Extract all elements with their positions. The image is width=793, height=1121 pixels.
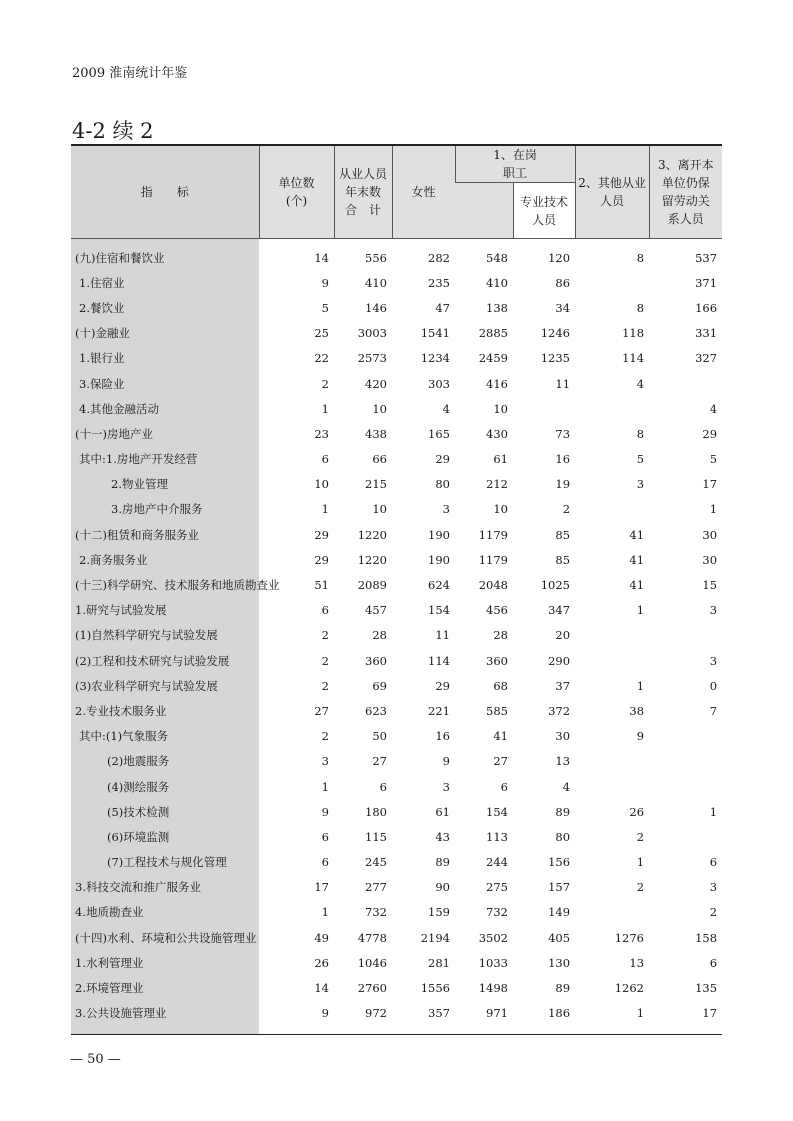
- table-row: [71, 799, 722, 824]
- row-value: [649, 824, 722, 849]
- row-value: [649, 774, 722, 799]
- row-value: 1: [636, 678, 645, 693]
- row-value: 971: [455, 1001, 513, 1035]
- row-value: 26: [314, 955, 329, 970]
- row-value: 154: [428, 603, 450, 618]
- running-header: 2009 淮南统计年鉴: [72, 66, 188, 81]
- row-value: 7: [709, 703, 718, 718]
- row-label: 2.物业管理: [71, 472, 259, 497]
- row-value: 410: [486, 275, 508, 290]
- row-value: 1: [321, 905, 329, 920]
- row-value: 6: [500, 779, 508, 794]
- row-value: 16: [435, 729, 450, 744]
- row-value: 20: [555, 628, 571, 643]
- row-value: 347: [548, 603, 571, 618]
- row-value: 157: [548, 880, 571, 895]
- row-value: 85: [555, 552, 571, 567]
- row-value: 277: [365, 880, 387, 895]
- row-value: 47: [435, 300, 450, 315]
- table-row: [71, 598, 722, 623]
- row-value: 16: [555, 452, 571, 467]
- row-label: 3.科技交流和推广服务业: [71, 875, 259, 900]
- row-value: 8: [636, 426, 645, 441]
- row-value: [575, 749, 649, 774]
- row-value: 3: [442, 779, 450, 794]
- row-value: 130: [548, 955, 571, 970]
- row-value: 4: [562, 779, 571, 794]
- header-professional-staff: 专业技术 人员: [513, 183, 575, 239]
- page-number: — 50 —: [70, 1052, 121, 1067]
- row-value: 331: [695, 326, 718, 341]
- table-body: [71, 239, 722, 1035]
- row-value: 9: [636, 729, 645, 744]
- row-value: 34: [555, 300, 571, 315]
- table-row: [71, 698, 722, 723]
- row-value: 17: [649, 1001, 722, 1035]
- row-value: 2089: [357, 578, 387, 593]
- row-value: 9: [321, 804, 329, 819]
- row-value: 2: [636, 880, 645, 895]
- row-value: 537: [695, 250, 718, 265]
- row-value: 438: [365, 426, 387, 441]
- row-label: 1.水利管理业: [71, 950, 259, 975]
- row-value: [649, 623, 722, 648]
- row-value: 23: [314, 426, 329, 441]
- row-value: 51: [314, 578, 329, 593]
- row-value: 972: [334, 1001, 392, 1035]
- row-value: [649, 371, 722, 396]
- row-label: 1.研究与试验发展: [71, 598, 259, 623]
- row-value: 66: [372, 452, 387, 467]
- row-value: 159: [428, 905, 450, 920]
- row-value: 2048: [478, 578, 508, 593]
- row-value: 114: [428, 653, 450, 668]
- row-value: 2760: [357, 981, 387, 996]
- header-on-post-staff: 1、在岗 职工: [455, 145, 575, 183]
- row-label: (九)住宿和餐饮业: [71, 239, 259, 271]
- row-value: 114: [622, 351, 645, 366]
- table-row: [71, 925, 722, 950]
- row-value: 732: [486, 905, 508, 920]
- row-value: 1262: [614, 981, 645, 996]
- row-value: 156: [548, 855, 571, 870]
- table-row: [71, 950, 722, 975]
- header-female: 女性: [392, 145, 455, 239]
- row-value: 0: [709, 678, 718, 693]
- row-value: 2573: [357, 351, 387, 366]
- row-value: 15: [702, 578, 718, 593]
- row-value: 1: [636, 855, 645, 870]
- row-value: 73: [555, 426, 571, 441]
- row-value: 3: [636, 477, 645, 492]
- row-value: 1: [575, 1001, 649, 1035]
- row-value: 28: [372, 628, 387, 643]
- row-value: 30: [555, 729, 571, 744]
- table-row: [71, 975, 722, 1000]
- row-label: (十)金融业: [71, 321, 259, 346]
- row-value: 28: [493, 628, 508, 643]
- row-value: 4: [636, 376, 645, 391]
- row-value: 69: [372, 678, 387, 693]
- row-value: 90: [435, 880, 450, 895]
- row-label: 2.商务服务业: [71, 547, 259, 572]
- row-label: 2.专业技术服务业: [71, 698, 259, 723]
- row-value: 13: [555, 754, 571, 769]
- row-value: 27: [372, 754, 387, 769]
- row-value: 154: [486, 804, 508, 819]
- table-row: [71, 875, 722, 900]
- row-value: 43: [435, 829, 450, 844]
- row-value: 113: [486, 829, 508, 844]
- row-value: 2194: [420, 930, 450, 945]
- row-value: 405: [548, 930, 571, 945]
- row-label: 4.其他金融活动: [71, 396, 259, 421]
- row-value: 215: [365, 477, 387, 492]
- row-value: 457: [365, 603, 387, 618]
- row-value: 416: [486, 376, 508, 391]
- row-value: 1220: [357, 552, 387, 567]
- row-value: 624: [428, 578, 450, 593]
- row-value: 135: [695, 981, 718, 996]
- row-value: 1276: [614, 930, 645, 945]
- row-value: [513, 396, 575, 421]
- row-value: 6: [379, 779, 387, 794]
- row-value: 26: [629, 804, 645, 819]
- row-value: 2: [321, 678, 329, 693]
- row-value: 17: [702, 477, 718, 492]
- row-value: 2: [321, 376, 329, 391]
- row-value: [575, 774, 649, 799]
- row-value: 548: [486, 250, 508, 265]
- statistics-table: [71, 144, 722, 1035]
- header-total-employees: 从业人员 年末数 合 计: [334, 145, 392, 239]
- row-value: 556: [365, 250, 387, 265]
- row-value: 1: [636, 603, 645, 618]
- row-value: 29: [435, 678, 450, 693]
- row-value: 190: [428, 527, 450, 542]
- row-value: 1179: [478, 552, 508, 567]
- header-retained-staff: 3、离开本 单位仍保 留劳动关 系人员: [649, 145, 722, 239]
- row-value: 244: [486, 855, 508, 870]
- table-row: [71, 572, 722, 597]
- row-value: 1246: [540, 326, 571, 341]
- row-value: 371: [695, 275, 718, 290]
- row-value: 29: [314, 552, 329, 567]
- table-row: [71, 850, 722, 875]
- table-row: [71, 497, 722, 522]
- row-value: 732: [365, 905, 387, 920]
- row-value: 3: [321, 754, 329, 769]
- row-value: 49: [314, 930, 329, 945]
- row-value: 3: [442, 502, 450, 517]
- row-value: 2: [636, 829, 645, 844]
- row-value: 80: [435, 477, 450, 492]
- row-label: 其中:1.房地产开发经营: [71, 447, 259, 472]
- row-value: 1: [709, 804, 718, 819]
- row-value: 41: [629, 527, 645, 542]
- row-value: 2: [562, 502, 571, 517]
- row-value: 235: [428, 275, 450, 290]
- row-label: 2.餐饮业: [71, 295, 259, 320]
- row-value: 6: [321, 452, 329, 467]
- table-row: [71, 673, 722, 698]
- row-value: 2: [709, 905, 718, 920]
- row-value: 29: [314, 527, 329, 542]
- row-label: 3.保险业: [71, 371, 259, 396]
- row-value: 14: [314, 250, 329, 265]
- table-row: [71, 648, 722, 673]
- row-value: [575, 270, 649, 295]
- row-value: 61: [435, 804, 450, 819]
- row-value: 146: [365, 300, 387, 315]
- row-value: 37: [555, 678, 571, 693]
- row-value: 1556: [420, 981, 450, 996]
- row-value: 1220: [357, 527, 387, 542]
- row-value: 221: [428, 703, 450, 718]
- row-value: 5: [709, 452, 718, 467]
- row-label: (十四)水利、环境和公共设施管理业: [71, 925, 259, 950]
- table-row: [71, 472, 722, 497]
- row-label: 2.环境管理业: [71, 975, 259, 1000]
- row-value: 165: [428, 426, 450, 441]
- row-value: 11: [555, 376, 571, 391]
- row-label: (5)技术检测: [71, 799, 259, 824]
- row-value: 212: [486, 477, 508, 492]
- row-value: 25: [314, 326, 329, 341]
- row-value: 1: [709, 502, 718, 517]
- row-label: 1.住宿业: [71, 270, 259, 295]
- row-value: 585: [486, 703, 508, 718]
- row-value: 158: [695, 930, 718, 945]
- row-value: 372: [548, 703, 571, 718]
- row-value: 290: [548, 653, 571, 668]
- row-label: (4)测绘服务: [71, 774, 259, 799]
- row-value: 9: [259, 1001, 334, 1035]
- row-value: 9: [321, 275, 329, 290]
- row-value: 360: [486, 653, 508, 668]
- row-value: 1179: [478, 527, 508, 542]
- table-row: [71, 346, 722, 371]
- table-row: [71, 295, 722, 320]
- row-label: (十三)科学研究、技术服务和地质勘查业: [71, 572, 259, 597]
- row-label: 3.房地产中介服务: [71, 497, 259, 522]
- row-label: (7)工程技术与规化管理: [71, 850, 259, 875]
- row-value: 80: [555, 829, 571, 844]
- row-label: 4.地质勘查业: [71, 900, 259, 925]
- row-value: 61: [493, 452, 508, 467]
- row-value: 2: [321, 653, 329, 668]
- row-value: 6: [321, 855, 329, 870]
- row-value: 2885: [478, 326, 508, 341]
- row-label: 3.公共设施管理业: [71, 1001, 259, 1035]
- row-value: 3: [709, 653, 718, 668]
- row-value: 13: [629, 955, 645, 970]
- row-value: 4: [442, 401, 450, 416]
- row-value: 11: [435, 628, 450, 643]
- row-value: 4778: [357, 930, 387, 945]
- row-value: 120: [548, 250, 571, 265]
- row-value: 8: [636, 300, 645, 315]
- row-value: 410: [365, 275, 387, 290]
- row-value: 3: [709, 603, 718, 618]
- row-value: 1235: [540, 351, 571, 366]
- row-value: 1234: [420, 351, 450, 366]
- row-value: 420: [365, 376, 387, 391]
- row-value: 6: [321, 603, 329, 618]
- row-value: [575, 396, 649, 421]
- row-value: 89: [555, 981, 571, 996]
- row-value: 41: [493, 729, 508, 744]
- row-label: (2)地震服务: [71, 749, 259, 774]
- table-row: [71, 774, 722, 799]
- table-row: [71, 270, 722, 295]
- table-row: [71, 749, 722, 774]
- row-value: [575, 900, 649, 925]
- row-value: 8: [636, 250, 645, 265]
- row-value: 3003: [357, 326, 387, 341]
- row-value: 68: [493, 678, 508, 693]
- row-value: 275: [486, 880, 508, 895]
- table-row: [71, 1001, 722, 1035]
- table-row: [71, 371, 722, 396]
- row-value: [575, 623, 649, 648]
- row-value: 29: [702, 426, 718, 441]
- row-value: [575, 648, 649, 673]
- row-value: 2: [321, 628, 329, 643]
- row-value: 115: [365, 829, 387, 844]
- row-value: 6: [709, 855, 718, 870]
- row-label: (3)农业科学研究与试验发展: [71, 673, 259, 698]
- row-value: 27: [493, 754, 508, 769]
- row-value: 4: [709, 401, 718, 416]
- row-value: 2459: [478, 351, 508, 366]
- row-value: 1046: [357, 955, 387, 970]
- row-value: 50: [372, 729, 387, 744]
- row-label: (6)环境监测: [71, 824, 259, 849]
- row-value: 14: [314, 981, 329, 996]
- row-value: 1498: [478, 981, 508, 996]
- row-value: 30: [702, 552, 718, 567]
- row-value: 166: [695, 300, 718, 315]
- table-row: [71, 239, 722, 271]
- row-value: 430: [486, 426, 508, 441]
- table-title: 4-2 续 2: [72, 119, 154, 143]
- row-value: 89: [555, 804, 571, 819]
- row-value: 360: [365, 653, 387, 668]
- row-value: 10: [372, 401, 387, 416]
- row-value: 190: [428, 552, 450, 567]
- row-value: 118: [622, 326, 645, 341]
- row-value: 281: [428, 955, 450, 970]
- row-value: 1033: [478, 955, 508, 970]
- row-value: 1541: [420, 326, 450, 341]
- row-value: 10: [372, 502, 387, 517]
- row-value: 41: [629, 578, 645, 593]
- table-row: [71, 900, 722, 925]
- row-value: 3: [709, 880, 718, 895]
- row-value: 85: [555, 527, 571, 542]
- row-value: 282: [428, 250, 450, 265]
- row-value: 89: [435, 855, 450, 870]
- row-value: 2: [321, 729, 329, 744]
- row-value: 29: [435, 452, 450, 467]
- table-row: [71, 396, 722, 421]
- row-value: [649, 724, 722, 749]
- header-unit-count: 单位数 (个): [259, 145, 334, 239]
- row-value: 327: [695, 351, 718, 366]
- row-value: 245: [365, 855, 387, 870]
- row-value: 22: [314, 351, 329, 366]
- row-value: 41: [629, 552, 645, 567]
- row-value: 5: [321, 300, 329, 315]
- row-value: 19: [555, 477, 571, 492]
- row-value: 623: [365, 703, 387, 718]
- row-value: 10: [493, 401, 508, 416]
- row-value: 38: [629, 703, 645, 718]
- row-value: 10: [314, 477, 329, 492]
- row-value: [649, 749, 722, 774]
- row-value: 1: [321, 502, 329, 517]
- row-value: [575, 497, 649, 522]
- row-value: 1: [321, 779, 329, 794]
- row-value: 6: [321, 829, 329, 844]
- row-label: 其中:(1)气象服务: [71, 724, 259, 749]
- row-value: 17: [314, 880, 329, 895]
- row-label: (2)工程和技术研究与试验发展: [71, 648, 259, 673]
- row-value: 180: [365, 804, 387, 819]
- row-value: 138: [486, 300, 508, 315]
- table-row: [71, 623, 722, 648]
- row-value: 6: [709, 955, 718, 970]
- table-row: [71, 447, 722, 472]
- row-value: 30: [702, 527, 718, 542]
- header-indicator: 指 标: [71, 145, 259, 239]
- table-row: [71, 824, 722, 849]
- row-value: 456: [486, 603, 508, 618]
- table-row: [71, 724, 722, 749]
- row-value: 149: [548, 905, 571, 920]
- table-row: [71, 547, 722, 572]
- row-value: 86: [555, 275, 571, 290]
- row-value: 357: [392, 1001, 455, 1035]
- row-value: 186: [513, 1001, 575, 1035]
- table-row: [71, 321, 722, 346]
- table-row: [71, 522, 722, 547]
- row-value: 10: [493, 502, 508, 517]
- row-label: 1.银行业: [71, 346, 259, 371]
- row-value: 1025: [540, 578, 571, 593]
- row-value: 27: [314, 703, 329, 718]
- row-value: 303: [428, 376, 450, 391]
- table-row: [71, 421, 722, 446]
- row-value: 9: [442, 754, 450, 769]
- row-value: 5: [636, 452, 645, 467]
- row-label: (十一)房地产业: [71, 421, 259, 446]
- row-label: (1)自然科学研究与试验发展: [71, 623, 259, 648]
- header-other-employees: 2、其他从业 人员: [575, 145, 649, 239]
- row-label: (十二)租赁和商务服务业: [71, 522, 259, 547]
- row-value: 3502: [478, 930, 508, 945]
- row-value: 1: [321, 401, 329, 416]
